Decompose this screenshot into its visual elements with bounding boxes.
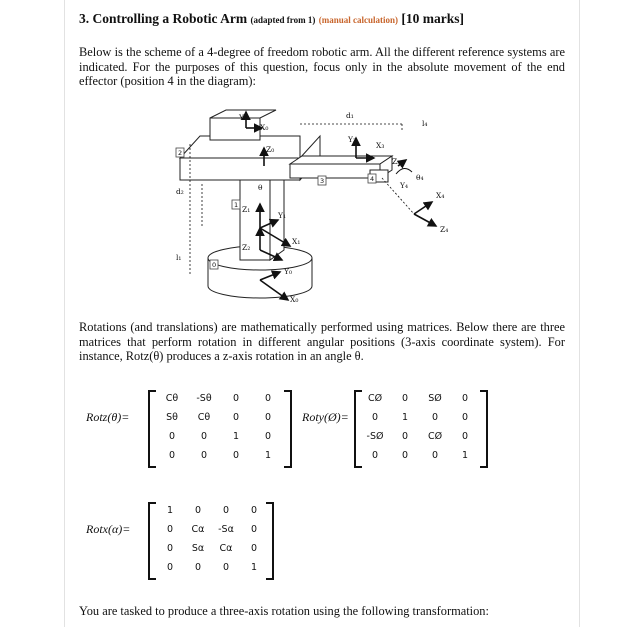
rotations-paragraph: Rotations (and translations) are mathematically performed using matrices. Below there are three matrices that perform rotation in different angular positions (3-axis coordinate system). For instance, Rotz(θ) produces a z-axis rotation in an angle θ. (79, 320, 565, 363)
roty-cell: 0 (401, 450, 409, 461)
rotx-cell: 1 (250, 562, 258, 573)
rotz-cell: 0 (168, 431, 176, 442)
box-label-3: 3 (320, 177, 325, 185)
rotx-cell: Sα (191, 543, 205, 554)
label-y2: Y₀ (284, 267, 292, 276)
box-label-4: 4 (370, 175, 375, 183)
rotx-label: Rotx(α)= (86, 522, 131, 536)
rotz-cell: 0 (232, 412, 240, 423)
label-l1: l₁ (176, 253, 182, 262)
question-title (79, 11, 464, 27)
rotx-cell: 0 (250, 524, 258, 535)
rotz-cell: 0 (264, 431, 272, 442)
rotz-bracket-left (148, 390, 156, 468)
rotx-cell: 0 (250, 505, 258, 516)
rotz-cell: 0 (264, 393, 272, 404)
label-z3: Z₃ (392, 157, 401, 166)
rotz-cell: 0 (200, 450, 208, 461)
rotz-cell: 1 (264, 450, 272, 461)
roty-cell: CØ (367, 393, 383, 404)
rotx-cell: 0 (222, 505, 230, 516)
box-label-1: 1 (234, 201, 239, 209)
rotx-cell: -Sα (218, 524, 234, 535)
label-x0: X₀ (260, 123, 269, 132)
rotz-cell: 0 (264, 412, 272, 423)
rotz-matrix (156, 389, 284, 465)
title-marks: [10 marks] (401, 11, 464, 26)
label-theta4: θ₄ (416, 173, 424, 182)
rotx-bracket-left (148, 502, 156, 580)
label-d2: d₂ (176, 187, 184, 196)
box-label-0: 0 (212, 261, 217, 269)
label-y3: Y₃ (348, 135, 356, 144)
roty-cell: CØ (427, 431, 443, 442)
rotx-cell: 0 (194, 562, 202, 573)
label-z4: Z₄ (440, 225, 449, 234)
roty-cell: 0 (431, 450, 439, 461)
box-label-2: 2 (178, 149, 183, 157)
roty-cell: 1 (461, 450, 469, 461)
roty-cell: 0 (401, 431, 409, 442)
roty-cell: 0 (431, 412, 439, 423)
roty-cell: 0 (371, 450, 379, 461)
robotic-arm-diagram (170, 108, 470, 308)
label-z1: Z₁ (242, 205, 251, 214)
roty-cell: 1 (401, 412, 409, 423)
rotz-cell: 0 (168, 450, 176, 461)
label-theta: θ (258, 183, 263, 192)
label-x3: X₃ (376, 141, 385, 150)
rotz-bracket-right (284, 390, 292, 468)
arm-front (290, 164, 380, 178)
rotz-cell: 0 (232, 450, 240, 461)
roty-cell: 0 (461, 412, 469, 423)
rotz-cell: Sθ (166, 412, 178, 423)
roty-cell: 0 (371, 412, 379, 423)
label-d1: d₁ (346, 111, 354, 120)
rotz-cell: -Sθ (196, 393, 212, 404)
label-y4: Y₄ (400, 181, 408, 190)
label-z0: Z₀ (266, 145, 275, 154)
title-tag: (manual calculation) (318, 15, 398, 25)
roty-cell: -SØ (366, 431, 384, 442)
rotx-cell: Cα (219, 543, 233, 554)
rotz-cell: 0 (232, 393, 240, 404)
label-y0: Y₀ (239, 113, 247, 122)
label-x1: X₁ (292, 237, 301, 246)
upper-block (180, 158, 300, 180)
roty-matrix (360, 389, 480, 465)
intro-paragraph: Below is the scheme of a 4-degree of freedom robotic arm. All the different reference systems are indicated. For the purposes of this question, focus only in the absolute movement of the end effector (position 4 in the diagram): (79, 45, 565, 88)
roty-cell: 0 (401, 393, 409, 404)
rotx-cell: 0 (194, 505, 202, 516)
roty-label: Roty(Ø)= (302, 410, 349, 424)
label-z2: Z₂ (242, 243, 251, 252)
rotx-bracket-right (266, 502, 274, 580)
closing-paragraph: You are tasked to produce a three-axis rotation using the following transformation: (79, 604, 489, 618)
rotz-cell: Cθ (165, 393, 179, 404)
roty-cell: 0 (461, 393, 469, 404)
page-frame (64, 0, 580, 627)
rotx-cell: 0 (250, 543, 258, 554)
label-x4: X₄ (436, 191, 445, 200)
rotz-cell: 1 (232, 431, 240, 442)
roty-cell: SØ (428, 393, 442, 404)
rotz-cell: Cθ (197, 412, 211, 423)
roty-cell: 0 (461, 431, 469, 442)
title-sub: (adapted from 1) (250, 15, 316, 25)
roty-bracket-right (480, 390, 488, 468)
rotx-cell: 0 (166, 562, 174, 573)
rotx-cell: 1 (166, 505, 174, 516)
rotx-matrix (156, 501, 268, 577)
rotz-cell: 0 (200, 431, 208, 442)
label-x2: X₀ (290, 295, 299, 304)
label-y1: Y₁ (278, 211, 286, 220)
title-main: 3. Controlling a Robotic Arm (79, 11, 248, 26)
rotx-cell: 0 (166, 543, 174, 554)
rotz-label: Rotz(θ)= (86, 410, 130, 424)
label-l4: l₄ (422, 119, 428, 128)
rotx-cell: Cα (191, 524, 205, 535)
rotx-cell: 0 (222, 562, 230, 573)
rotx-cell: 0 (166, 524, 174, 535)
